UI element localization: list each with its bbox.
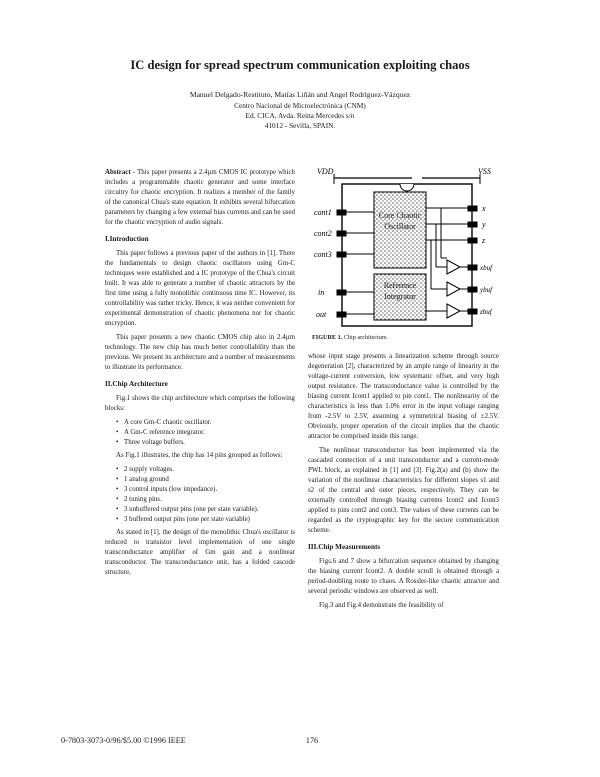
list-item: • 3 control inputs (low impedance). <box>124 485 295 495</box>
abstract <box>105 168 295 228</box>
vdd-label: VDD <box>317 167 334 176</box>
pin-label-cont2: cont2 <box>314 229 332 238</box>
pin-label-z: z <box>482 236 486 245</box>
pin-label-cont1: cont1 <box>314 208 332 217</box>
pin-label-ybuf: ybuf <box>480 286 493 294</box>
paragraph: As Fig.1 illustrates, the chip has 14 pins grouped as follows: <box>116 452 283 459</box>
list-item: • 3 unbuffered output pins (one per state variable). <box>124 505 295 515</box>
list-item: • A Gm-C reference integrator. <box>124 428 295 438</box>
paragraph: This paper follows a previous paper of the authors in [1]. There the fundamentals to design chaotic oscillators using Gm-C techniques were established and a IC prototype of the Chua's circuit built. It was able to generate a number of chaotic attractors by the first time using a fully monolithic continuous time IC. However, its controllability was rather tricky. Hence, it was neither convenient for experimental demonstration of chaotic phenomena nor for chaotic encryption. <box>105 250 295 327</box>
affiliation <box>0 101 600 131</box>
paragraph: Fig.3 and Fig.4 demonstrate the feasibility of <box>319 602 444 609</box>
list-item: • Three voltage buffers. <box>124 438 295 448</box>
buffer-z <box>447 304 460 318</box>
pin-list <box>105 465 295 525</box>
block-list <box>105 418 295 448</box>
affiliation-line: Ed. CICA, Avda. Reina Mercedes s/n <box>245 111 355 120</box>
paragraph: As stated in [1], the design of the monolithic Chua's oscillator is reduced to transistor level implementation of one single transconductance amplifier of Gm gain and a nonlinear transconductor. The transconductance unit, has a folded cascode structure, <box>105 529 295 576</box>
caption-label: FIGURE 1. <box>312 334 343 341</box>
affiliation-line: 41012 - Sevilla, SPAIN. <box>264 121 336 130</box>
paragraph: The nonlinear transconductor has been implemented via the cascaded connection of a unit transconductor and a current-mode PWL block, as explained in [1] and [3]. Fig.2(a) and (b) show the variation of the nonlinear characteristics for different slopes s1 and s2 of the central and outer pieces, respectively. They can be externally controlled through biasing currents Icont2 and Icont3 applied to pins cont2 and cont3. The values of these currents can be regarded as the cryptographic key for the secure communication scheme. <box>308 447 499 534</box>
section-heading: I.Introduction <box>105 235 149 243</box>
list-item: • A core Gm-C chaotic oscillator. <box>124 418 295 428</box>
paragraph: whose input stage presents a linearization scheme through source degeneration [2], characterized by an ample range of linearity in the voltage-current conversion, low systematic offset, and very high output resistance. The transconductance value is controlled by the biasing current Icont1 applied to pin cont1. The nonlinearity of the characteristics is less than 1.0% error in the input voltage ranging from -2.5V to 2.5V, assuming a symmetrical biasing of ±2.5V. Obviously, proper operation of the circuit implies that the chaotic attractor be comprised inside this range. <box>308 353 499 440</box>
pin-label-out: out <box>316 310 327 319</box>
pin-label-xbuf: xbuf <box>480 264 493 272</box>
pin-label-x: x <box>482 204 486 213</box>
pin-label-zbuf: zbuf <box>480 308 492 316</box>
abstract-text: - This paper presents a 2.4µm CMOS IC prototype which includes a programmable chaotic generator and some interface circuitry for chaotic encryption. It realizes a member of the family of the canonical Chua's state equation. It exhibits several bifurcation parameters by changing a few external bias currents and can be used for the chaotic encryption of audio signals. <box>105 169 295 226</box>
section-heading: III.Chip Measurements <box>308 543 381 551</box>
paragraph: Fig.1 shows the chip architecture which comprises the following blocks: <box>105 395 295 412</box>
pin-label-in: in <box>318 288 325 297</box>
authors: Manuel Delgado-Restituto, Matías Liñán and Angel Rodríguez-Vázquez <box>189 90 411 99</box>
section-heading: II.Chip Architecture <box>105 380 168 388</box>
paragraph: Figs.6 and 7 show a bifurcation sequence obtained by changing the biasing current Icont2. A double scroll is obtained through a period-doubling route to chaos. A Rossler-like chaotic attractor and several periodic windows are observed as well. <box>308 558 499 595</box>
list-item: • 3 buffered output pins (one per state variable) <box>124 515 295 525</box>
page-number: 176 <box>305 736 319 745</box>
caption-text: Chip architecture. <box>342 334 389 341</box>
vss-label: VSS <box>478 167 491 176</box>
footer-isbn: 0-7803-3073-0/96/$5.00 ©1996 IEEE <box>61 736 186 745</box>
list-item: • 2 tuning pins. <box>124 495 295 505</box>
pin-label-cont3: cont3 <box>314 250 332 259</box>
chip-architecture-figure <box>312 162 500 330</box>
paragraph: This paper presents a new chaotic CMOS chip also in 2.4µm technology. The new chip has much better controllability than the previous. We present its architecture and a number of measurements to illustrate its performance. <box>105 334 295 371</box>
core-oscillator-label: Core Chaotic Oscillator <box>378 211 422 231</box>
buffer-x <box>447 260 460 274</box>
left-column <box>105 168 295 582</box>
reference-integrator-label: Reference Integrator <box>383 281 417 301</box>
buffer-y <box>447 282 460 296</box>
figure-caption <box>312 334 388 341</box>
list-item: • 2 supply voltages. <box>124 465 295 475</box>
paper-title: IC design for spread spectrum communication exploiting chaos <box>130 58 470 72</box>
right-column <box>308 352 499 615</box>
pin-label-y: y <box>482 220 486 229</box>
affiliation-line: Centro Nacional de Microelectrónica (CNM) <box>234 101 366 110</box>
abstract-label: Abstract <box>105 169 131 176</box>
list-item: • 1 analog ground <box>124 475 295 485</box>
